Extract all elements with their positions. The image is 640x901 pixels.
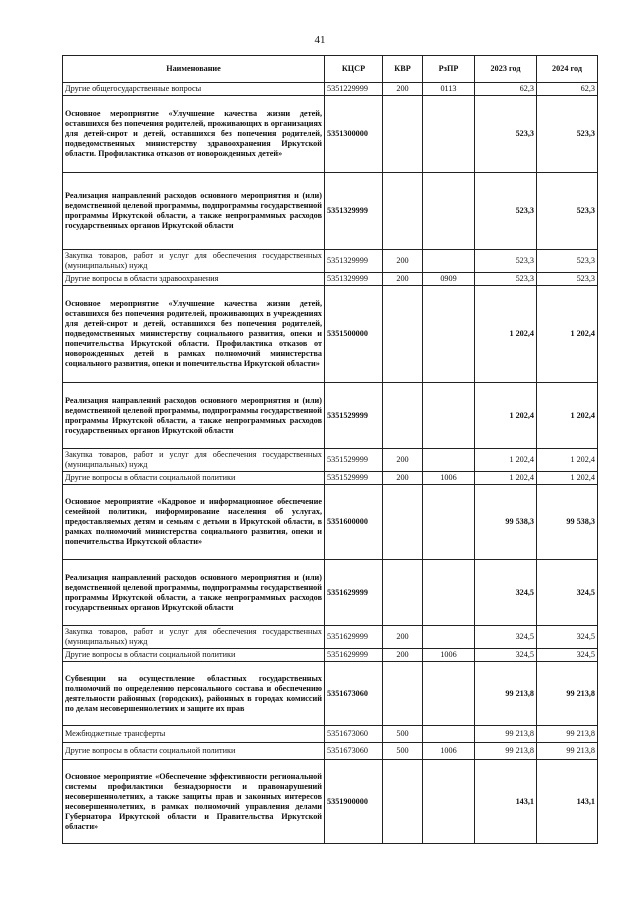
table-row bbox=[63, 662, 598, 726]
cell-name: Закупка товаров, работ и услуг для обеспечения государственных (муниципальных) нужд bbox=[63, 626, 325, 649]
cell-2024: 324,5 bbox=[537, 560, 598, 626]
cell-2024: 62,3 bbox=[537, 83, 598, 96]
cell-name: Другие общегосударственные вопросы bbox=[63, 83, 325, 96]
cell-name: Другие вопросы в области социальной политики bbox=[63, 743, 325, 760]
cell-2024: 1 202,4 bbox=[537, 286, 598, 383]
cell-name: Другие вопросы в области здравоохранения bbox=[63, 273, 325, 286]
header-kcsr: КЦСР bbox=[325, 56, 383, 83]
cell-2023: 62,3 bbox=[475, 83, 537, 96]
table-row bbox=[63, 726, 598, 743]
cell-name: Субвенции на осуществление областных государственных полномочий по определению персонального состава и обеспечению деятельности районных (городских), районных в городах комиссий по делам несовершеннолетних и защите их прав bbox=[63, 662, 325, 726]
cell-kcsr: 5351629999 bbox=[325, 649, 383, 662]
cell-2024: 99 213,8 bbox=[537, 662, 598, 726]
cell-2023: 523,3 bbox=[475, 273, 537, 286]
cell-kcsr: 5351229999 bbox=[325, 83, 383, 96]
cell-2024: 324,5 bbox=[537, 626, 598, 649]
cell-2023: 324,5 bbox=[475, 626, 537, 649]
cell-kcsr: 5351329999 bbox=[325, 273, 383, 286]
cell-rzpr bbox=[423, 250, 475, 273]
cell-name: Реализация направлений расходов основного мероприятия и (или) ведомственной целевой программы, подпрограммы государственной программы Иркутской области, а также непрограммных расходов государственных органов Иркутской области bbox=[63, 560, 325, 626]
cell-rzpr bbox=[423, 662, 475, 726]
cell-rzpr bbox=[423, 626, 475, 649]
cell-2024: 523,3 bbox=[537, 273, 598, 286]
table-row bbox=[63, 83, 598, 96]
cell-name: Основное мероприятие «Улучшение качества жизни детей, оставшихся без попечения родителей, проживающих в учреждениях для детей-сирот и детей, оставшихся без попечения родителей, подведомственных министерству социального развития, опеки и попечительства Иркутской области. Профилактика отказов от новорожденных детей в рамках полномочий министерства социального развития, опеки и попечительства Иркутской области» bbox=[63, 286, 325, 383]
header-name: Наименование bbox=[63, 56, 325, 83]
cell-rzpr bbox=[423, 485, 475, 560]
cell-kvr: 200 bbox=[383, 449, 423, 472]
cell-rzpr bbox=[423, 560, 475, 626]
cell-2023: 1 202,4 bbox=[475, 383, 537, 449]
cell-2024: 523,3 bbox=[537, 173, 598, 250]
cell-kvr: 200 bbox=[383, 250, 423, 273]
header-kvr: КВР bbox=[383, 56, 423, 83]
cell-name: Основное мероприятие «Обеспечение эффективности региональной системы профилактики безнадзорности и правонарушений несовершеннолетних, а также защиты прав и законных интересов несовершеннолетних, в рамках полномочий управления делами Губернатора Иркутской области и Правительства Иркутской области» bbox=[63, 760, 325, 844]
cell-2024: 1 202,4 bbox=[537, 472, 598, 485]
cell-kvr: 200 bbox=[383, 472, 423, 485]
cell-2023: 99 213,8 bbox=[475, 726, 537, 743]
cell-kvr: 200 bbox=[383, 83, 423, 96]
cell-2023: 523,3 bbox=[475, 173, 537, 250]
cell-kcsr: 5351673060 bbox=[325, 662, 383, 726]
table-row bbox=[63, 626, 598, 649]
cell-2023: 324,5 bbox=[475, 560, 537, 626]
table-row bbox=[63, 560, 598, 626]
cell-2023: 523,3 bbox=[475, 96, 537, 173]
cell-2023: 99 213,8 bbox=[475, 662, 537, 726]
table-row bbox=[63, 250, 598, 273]
cell-kcsr: 5351329999 bbox=[325, 173, 383, 250]
cell-rzpr bbox=[423, 173, 475, 250]
cell-2023: 143,1 bbox=[475, 760, 537, 844]
header-rzpr: РзПР bbox=[423, 56, 475, 83]
cell-rzpr bbox=[423, 726, 475, 743]
cell-2024: 1 202,4 bbox=[537, 449, 598, 472]
budget-table bbox=[62, 55, 598, 844]
cell-kcsr: 5351629999 bbox=[325, 626, 383, 649]
cell-rzpr bbox=[423, 760, 475, 844]
table-header-row bbox=[63, 56, 598, 83]
cell-rzpr: 1006 bbox=[423, 743, 475, 760]
cell-kvr bbox=[383, 96, 423, 173]
cell-rzpr: 1006 bbox=[423, 472, 475, 485]
table-row bbox=[63, 173, 598, 250]
cell-kvr bbox=[383, 662, 423, 726]
cell-rzpr bbox=[423, 383, 475, 449]
cell-rzpr bbox=[423, 286, 475, 383]
cell-kvr bbox=[383, 760, 423, 844]
cell-kvr: 200 bbox=[383, 626, 423, 649]
cell-kcsr: 5351673060 bbox=[325, 743, 383, 760]
header-2024: 2024 год bbox=[537, 56, 598, 83]
cell-kcsr: 5351529999 bbox=[325, 383, 383, 449]
cell-2023: 1 202,4 bbox=[475, 472, 537, 485]
cell-2024: 523,3 bbox=[537, 96, 598, 173]
cell-kvr: 500 bbox=[383, 726, 423, 743]
cell-kvr bbox=[383, 485, 423, 560]
cell-2023: 99 213,8 bbox=[475, 743, 537, 760]
cell-2024: 99 213,8 bbox=[537, 743, 598, 760]
cell-kcsr: 5351529999 bbox=[325, 449, 383, 472]
cell-kcsr: 5351329999 bbox=[325, 250, 383, 273]
cell-rzpr: 0909 bbox=[423, 273, 475, 286]
cell-kvr bbox=[383, 383, 423, 449]
cell-kcsr: 5351900000 bbox=[325, 760, 383, 844]
cell-2023: 523,3 bbox=[475, 250, 537, 273]
cell-2024: 99 213,8 bbox=[537, 726, 598, 743]
page-number: 41 bbox=[314, 34, 326, 46]
table-row bbox=[63, 449, 598, 472]
cell-2024: 99 538,3 bbox=[537, 485, 598, 560]
cell-kcsr: 5351500000 bbox=[325, 286, 383, 383]
cell-rzpr: 0113 bbox=[423, 83, 475, 96]
cell-2023: 1 202,4 bbox=[475, 449, 537, 472]
cell-2024: 143,1 bbox=[537, 760, 598, 844]
table-row bbox=[63, 96, 598, 173]
cell-kcsr: 5351600000 bbox=[325, 485, 383, 560]
cell-kvr bbox=[383, 173, 423, 250]
cell-kcsr: 5351673060 bbox=[325, 726, 383, 743]
cell-2023: 99 538,3 bbox=[475, 485, 537, 560]
cell-rzpr bbox=[423, 96, 475, 173]
cell-name: Реализация направлений расходов основного мероприятия и (или) ведомственной целевой программы, подпрограммы государственной программы Иркутской области, а также непрограммных расходов государственных органов Иркутской области bbox=[63, 383, 325, 449]
cell-2024: 523,3 bbox=[537, 250, 598, 273]
header-2023: 2023 год bbox=[475, 56, 537, 83]
cell-name: Закупка товаров, работ и услуг для обеспечения государственных (муниципальных) нужд bbox=[63, 250, 325, 273]
cell-name: Реализация направлений расходов основного мероприятия и (или) ведомственной целевой программы, подпрограммы государственной программы Иркутской области, а также непрограммных расходов государственных органов Иркутской области bbox=[63, 173, 325, 250]
cell-name: Межбюджетные трансферты bbox=[63, 726, 325, 743]
cell-name: Основное мероприятие «Кадровое и информационное обеспечение семейной политики, информирование населения об услугах, предоставляемых детям и семьям с детьми в Иркутской области, в рамках полномочий министерства социального развития, опеки и попечительства Иркутской области» bbox=[63, 485, 325, 560]
cell-rzpr: 1006 bbox=[423, 649, 475, 662]
cell-2024: 324,5 bbox=[537, 649, 598, 662]
cell-name: Другие вопросы в области социальной политики bbox=[63, 472, 325, 485]
cell-2023: 324,5 bbox=[475, 649, 537, 662]
table-row bbox=[63, 485, 598, 560]
cell-name: Основное мероприятие «Улучшение качества жизни детей, оставшихся без попечения родителей, проживающих в организациях для детей-сирот и детей, оставшихся без попечения родителей, подведомственных министерству здравоохранения Иркутской области. Профилактика отказов от новорожденных детей» bbox=[63, 96, 325, 173]
cell-kvr bbox=[383, 560, 423, 626]
cell-kcsr: 5351629999 bbox=[325, 560, 383, 626]
table-row bbox=[63, 286, 598, 383]
table-body bbox=[63, 83, 598, 844]
cell-kvr: 200 bbox=[383, 273, 423, 286]
table-row bbox=[63, 760, 598, 844]
table-row bbox=[63, 649, 598, 662]
table-row bbox=[63, 743, 598, 760]
table-row bbox=[63, 383, 598, 449]
table-row bbox=[63, 472, 598, 485]
cell-name: Другие вопросы в области социальной политики bbox=[63, 649, 325, 662]
cell-kcsr: 5351300000 bbox=[325, 96, 383, 173]
cell-kvr: 200 bbox=[383, 649, 423, 662]
cell-kvr bbox=[383, 286, 423, 383]
cell-name: Закупка товаров, работ и услуг для обеспечения государственных (муниципальных) нужд bbox=[63, 449, 325, 472]
cell-kvr: 500 bbox=[383, 743, 423, 760]
table-row bbox=[63, 273, 598, 286]
cell-kcsr: 5351529999 bbox=[325, 472, 383, 485]
cell-2024: 1 202,4 bbox=[537, 383, 598, 449]
cell-rzpr bbox=[423, 449, 475, 472]
cell-2023: 1 202,4 bbox=[475, 286, 537, 383]
